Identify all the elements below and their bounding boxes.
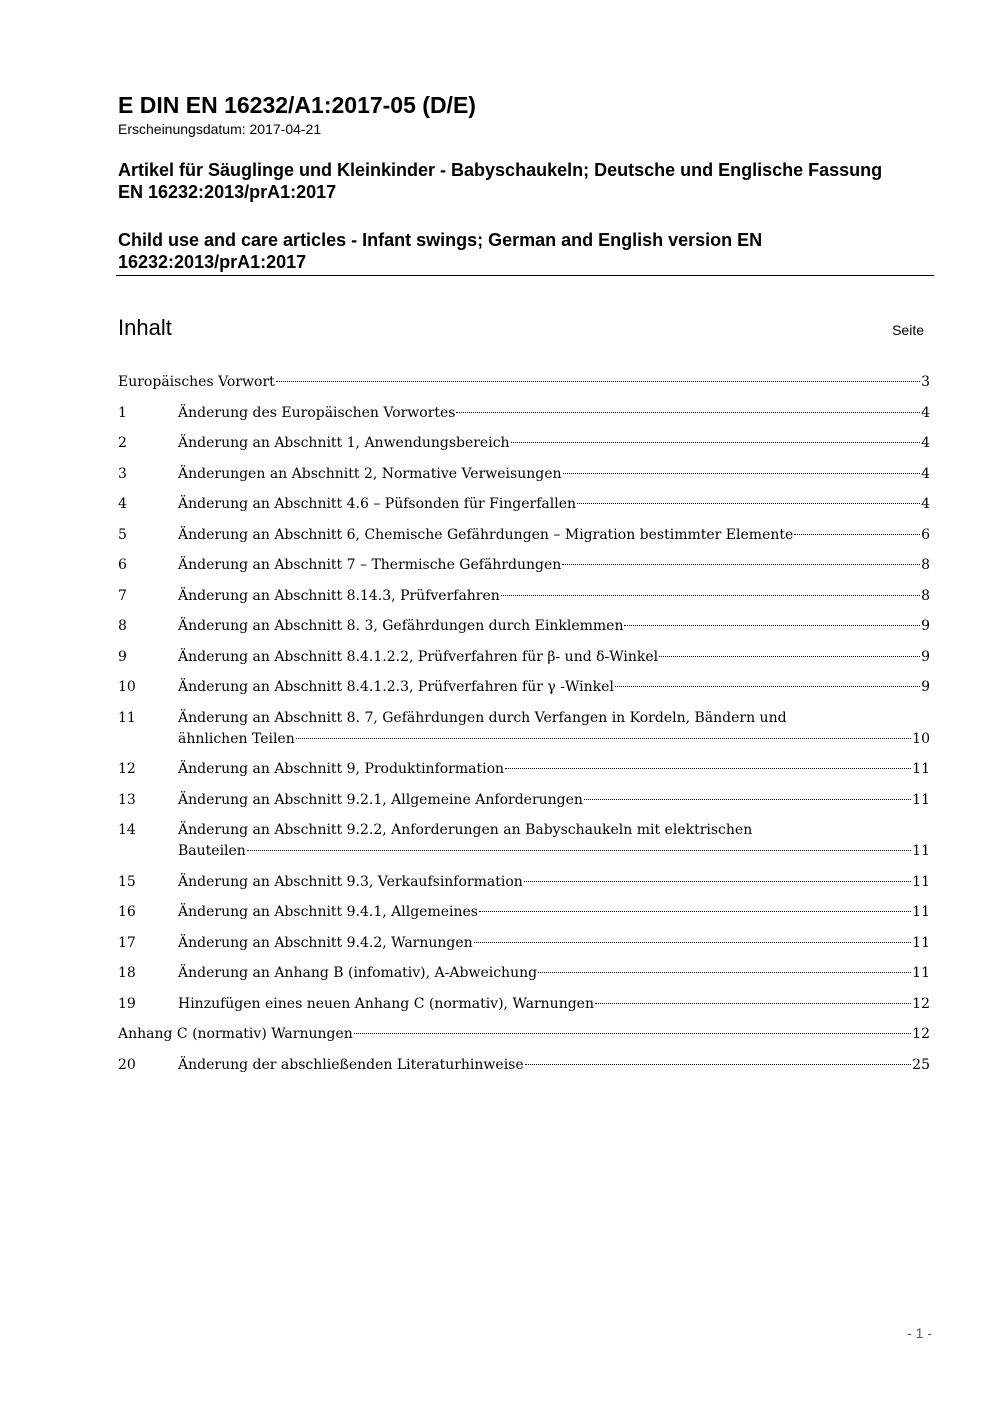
toc-entry-label: Änderung an Abschnitt 9.2.1, Allgemeine Anforderungen	[178, 791, 583, 808]
toc-entry-label: Änderung an Abschnitt 8.4.1.2.2, Prüfverfahren für β- und δ-Winkel	[178, 648, 659, 665]
toc-entry-number: 5	[118, 526, 127, 543]
toc-dot-leader	[505, 768, 911, 769]
toc-entry-label: Änderung an Abschnitt 9.2.2, Anforderungen an Babyschaukeln mit elektrischen	[178, 822, 753, 838]
title-english: Child use and care articles - Infant swings; German and English version EN 16232:2013/prA1:2017	[118, 230, 763, 272]
title-german: Artikel für Säuglinge und Kleinkinder - Babyschaukeln; Deutsche und Englische Fassung EN 16232:2013/prA1:2017	[118, 160, 883, 202]
toc-dot-leader	[247, 850, 911, 851]
toc-entry[interactable]	[118, 1022, 930, 1053]
toc-dot-leader	[624, 625, 920, 626]
toc-entry-label: Änderung an Abschnitt 9.3, Verkaufsinformation	[178, 873, 523, 890]
contents-heading: Inhalt	[118, 315, 172, 340]
toc-entry-page: 12	[912, 995, 930, 1012]
toc-dot-leader	[562, 564, 920, 565]
toc-entry-page: 11	[912, 873, 930, 890]
toc-entry[interactable]	[118, 900, 930, 931]
toc-entry-page: 10	[912, 730, 930, 747]
toc-dot-leader	[296, 738, 911, 739]
toc-entry-label-continued: ähnlichen Teilen	[178, 730, 295, 747]
toc-entry-label: Änderung an Abschnitt 9, Produktinformation	[178, 761, 505, 777]
toc-entry-number: 6	[118, 557, 127, 573]
toc-entry[interactable]	[118, 757, 930, 788]
toc-entry-number: 17	[118, 934, 136, 951]
toc-dot-leader	[538, 972, 911, 973]
toc-entry-number: 18	[118, 965, 136, 981]
toc-entry-number: 11	[118, 709, 136, 726]
toc-entry-page: 11	[912, 843, 930, 859]
toc-dot-leader	[479, 911, 911, 912]
toc-entry-page: 9	[921, 648, 930, 665]
toc-entry-page: 11	[912, 934, 930, 951]
toc-entry-label: Änderung an Abschnitt 8.4.1.2.3, Prüfverfahren für γ -Winkel	[178, 679, 614, 695]
toc-entry-label: Änderung an Abschnitt 9.4.2, Warnungen	[178, 934, 473, 951]
toc-entry-label: Änderung an Abschnitt 6, Chemische Gefährdungen – Migration bestimmter Elemente	[178, 526, 794, 543]
toc-entry-page: 8	[921, 587, 930, 604]
toc-entry-label: Änderung des Europäischen Vorwortes	[178, 404, 456, 421]
toc-entry-number: 2	[118, 435, 127, 451]
toc-entry-number: 3	[118, 465, 127, 482]
toc-dot-leader	[794, 534, 920, 535]
toc-dot-leader	[276, 381, 920, 382]
toc-entry[interactable]	[118, 931, 930, 962]
toc-entry[interactable]	[118, 645, 930, 676]
toc-entry[interactable]	[118, 553, 930, 584]
toc-entry-label: Änderung an Anhang B (infomativ), A-Abweichung	[178, 965, 538, 981]
toc-entry-number: 14	[118, 822, 136, 838]
toc-entry[interactable]	[118, 992, 930, 1023]
toc-dot-leader	[511, 442, 921, 443]
toc-entry-page: 4	[921, 465, 930, 482]
toc-entry-number: 4	[118, 496, 127, 512]
toc-entry-number: 7	[118, 587, 127, 604]
toc-entry[interactable]	[118, 462, 930, 493]
page-number: - 1 -	[907, 1325, 932, 1341]
toc-entry[interactable]	[118, 492, 930, 523]
toc-entry-number: 16	[118, 904, 136, 920]
toc-entry-page: 11	[912, 965, 930, 981]
document-header	[118, 90, 934, 273]
toc-dot-leader	[659, 656, 920, 657]
toc-entry-number: 19	[118, 995, 136, 1012]
toc-entry-page: 6	[921, 526, 930, 543]
toc-entry[interactable]	[118, 788, 930, 819]
toc-dot-leader	[525, 1064, 912, 1065]
toc-entry[interactable]	[118, 706, 930, 758]
toc-dot-leader	[615, 686, 920, 687]
toc-entry[interactable]	[118, 584, 930, 615]
toc-entry-number: 10	[118, 679, 136, 695]
toc-entry-number: 20	[118, 1056, 136, 1073]
document-id: E DIN EN 16232/A1:2017-05 (D/E)	[118, 92, 476, 118]
toc-dot-leader	[595, 1003, 911, 1004]
toc-entry[interactable]	[118, 1053, 930, 1084]
toc-entry-label: Änderung an Abschnitt 8. 7, Gefährdungen durch Verfangen in Kordeln, Bändern und	[178, 709, 787, 726]
toc-entry-label-continued: Bauteilen	[178, 843, 246, 859]
toc-dot-leader	[524, 881, 911, 882]
toc-entry-page: 11	[912, 761, 930, 777]
toc-entry-label: Änderung an Abschnitt 8.14.3, Prüfverfahren	[178, 587, 500, 604]
toc-entry-page: 12	[912, 1026, 930, 1042]
toc-entry-label: Änderung der abschließenden Literaturhinweise	[178, 1056, 524, 1073]
toc-entry-page: 11	[912, 791, 930, 808]
toc-entry-number: 9	[118, 648, 127, 665]
toc-entry[interactable]	[118, 370, 930, 401]
table-of-contents	[118, 370, 930, 1083]
toc-entry-label: Änderung an Abschnitt 8. 3, Gefährdungen durch Einklemmen	[178, 618, 624, 634]
toc-entry-number: 12	[118, 761, 136, 777]
toc-entry[interactable]	[118, 614, 930, 645]
toc-entry-page: 3	[921, 374, 930, 390]
toc-entry[interactable]	[118, 431, 930, 462]
toc-entry-number: 1	[118, 404, 127, 421]
toc-entry-page: 4	[921, 404, 930, 421]
toc-dot-leader	[474, 942, 911, 943]
toc-entry-label: Hinzufügen eines neuen Anhang C (normativ), Warnungen	[178, 995, 594, 1012]
toc-entry-number: 15	[118, 873, 136, 890]
toc-entry-number: 8	[118, 618, 127, 634]
toc-entry-page: 9	[921, 679, 930, 695]
toc-entry-page: 8	[921, 557, 930, 573]
page-column-heading: Seite	[892, 322, 924, 338]
toc-dot-leader	[354, 1033, 911, 1034]
toc-entry-label: Änderung an Abschnitt 1, Anwendungsbereich	[178, 435, 510, 451]
toc-entry[interactable]	[118, 870, 930, 901]
toc-dot-leader	[501, 595, 920, 596]
toc-dot-leader	[563, 473, 921, 474]
toc-entry-page: 4	[921, 435, 930, 451]
toc-entry[interactable]	[118, 961, 930, 992]
toc-entry[interactable]	[118, 675, 930, 706]
toc-entry[interactable]	[118, 523, 930, 554]
toc-dot-leader	[456, 412, 920, 413]
toc-entry[interactable]	[118, 818, 930, 870]
toc-entry-label: Änderung an Abschnitt 7 – Thermische Gefährdungen	[178, 557, 562, 573]
toc-entry-number: 13	[118, 791, 136, 808]
toc-entry-label: Änderung an Abschnitt 9.4.1, Allgemeines	[178, 904, 478, 920]
toc-entry-page: 4	[921, 496, 930, 512]
toc-entry-label: Änderung an Abschnitt 4.6 – Püfsonden für Fingerfallen	[178, 496, 577, 512]
toc-entry-page: 11	[912, 904, 930, 920]
toc-entry-page: 9	[921, 618, 930, 634]
publication-date: Erscheinungsdatum: 2017-04-21	[118, 121, 322, 137]
toc-dot-leader	[584, 799, 911, 800]
toc-entry-label: Änderungen an Abschnitt 2, Normative Verweisungen	[178, 465, 562, 482]
header-divider	[116, 275, 934, 276]
toc-entry-label: Anhang C (normativ) Warnungen	[118, 1026, 353, 1042]
toc-entry[interactable]	[118, 401, 930, 432]
toc-entry-label: Europäisches Vorwort	[118, 374, 275, 390]
toc-entry-page: 25	[912, 1056, 930, 1073]
toc-dot-leader	[577, 503, 920, 504]
